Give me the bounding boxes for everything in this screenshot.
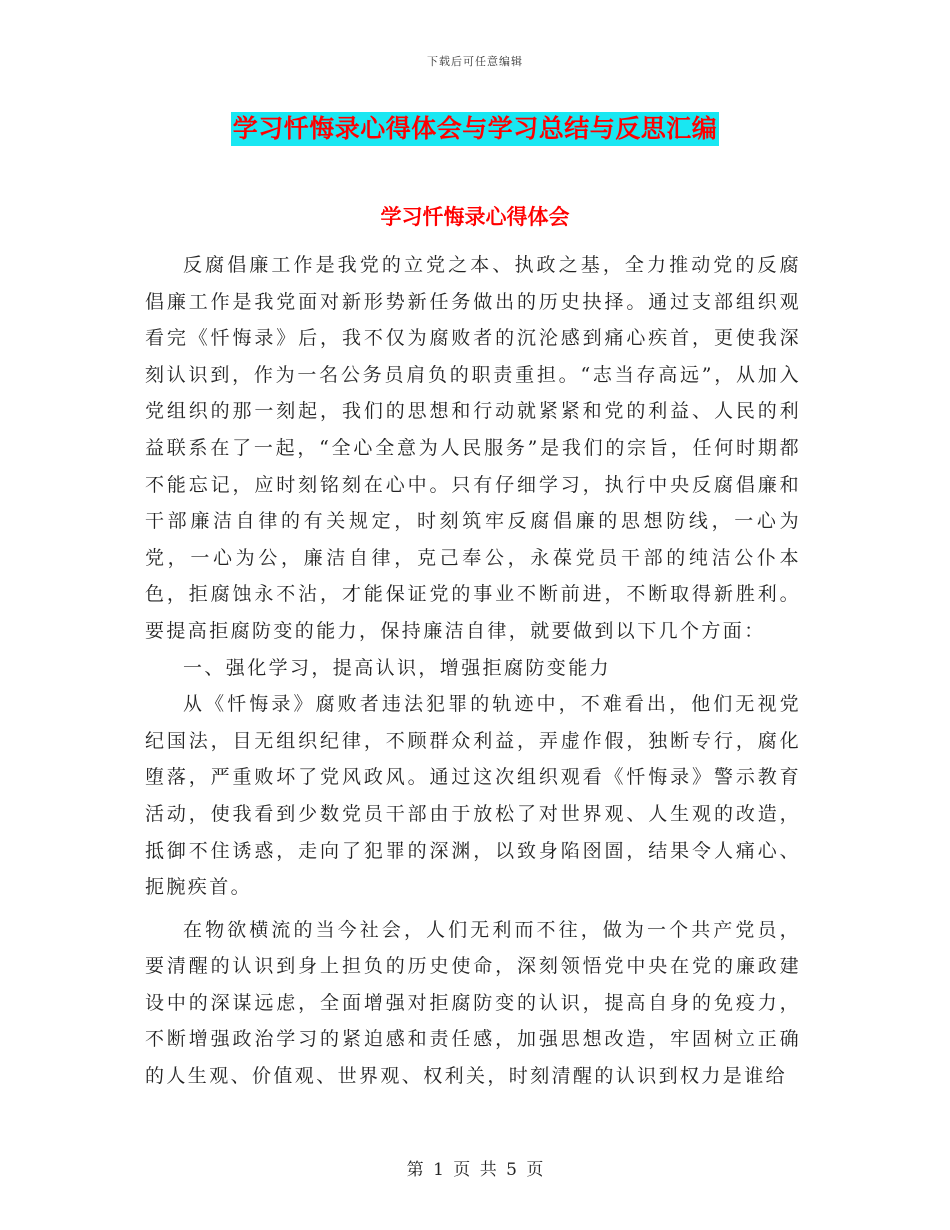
body-text bbox=[145, 247, 801, 1095]
header-note: 下载后可任意编辑 bbox=[427, 55, 523, 68]
paragraph: 在物欲横流的当今社会，人们无利而不往，做为一个共产党员，要清醒的认识到身上担负的历史使命，深刻领悟党中央在党的廉政建设中的深谋远虑，全面增强对拒腐防变的认识，提高自身的免疫力，不断增强政治学习的紧迫感和责任感，加强思想改造，牢固树立正确的人生观、价值观、世界观、权利关，时刻清醒的认识到权力是谁给 bbox=[145, 918, 801, 1088]
section-title: 学习忏悔录心得体会 bbox=[380, 205, 570, 229]
paragraph: 反腐倡廉工作是我党的立党之本、执政之基，全力推动党的反腐倡廉工作是我党面对新形势新任务做出的历史抉择。通过支部组织观看完《忏悔录》后，我不仅为腐败者的沉沦感到痛心疾首，更使我深刻认识到，作为一名公务员肩负的职责重担。“志当存高远”，从加入党组织的那一刻起，我们的思想和行动就紧紧和党的利益、人民的利益联系在了一起，“全心全意为人民服务”是我们的宗旨，任何时期都不能忘记，应时刻铭刻在心中。只有仔细学习，执行中央反腐倡廉和干部廉洁自律的有关规定，时刻筑牢反腐倡廉的思想防线，一心为党，一心为公，廉洁自律，克己奉公，永葆党员干部的纯洁公仆本色，拒腐蚀永不沾，才能保证党的事业不断前进，不断取得新胜利。要提高拒腐防变的能力，保持廉洁自律，就要做到以下几个方面： bbox=[145, 254, 801, 642]
main-title bbox=[0, 112, 950, 146]
page-footer: 第 1 页 共 5 页 bbox=[406, 1160, 544, 1180]
paragraph: 从《忏悔录》腐败者违法犯罪的轨迹中，不难看出，他们无视党纪国法，目无组织纪律，不顾群众利益，弄虚作假，独断专行，腐化堕落，严重败坏了党风政风。通过这次组织观看《忏悔录》警示教育活动，使我看到少数党员干部由于放松了对世界观、人生观的改造，抵御不住诱惑，走向了犯罪的深渊，以致身陷囹圄，结果令人痛心、扼腕疾首。 bbox=[145, 693, 801, 899]
paragraph-heading: 一、强化学习，提高认识，增强拒腐防变能力 bbox=[183, 656, 612, 679]
main-title-text: 学习忏悔录心得体会与学习总结与反思汇编 bbox=[231, 112, 720, 146]
